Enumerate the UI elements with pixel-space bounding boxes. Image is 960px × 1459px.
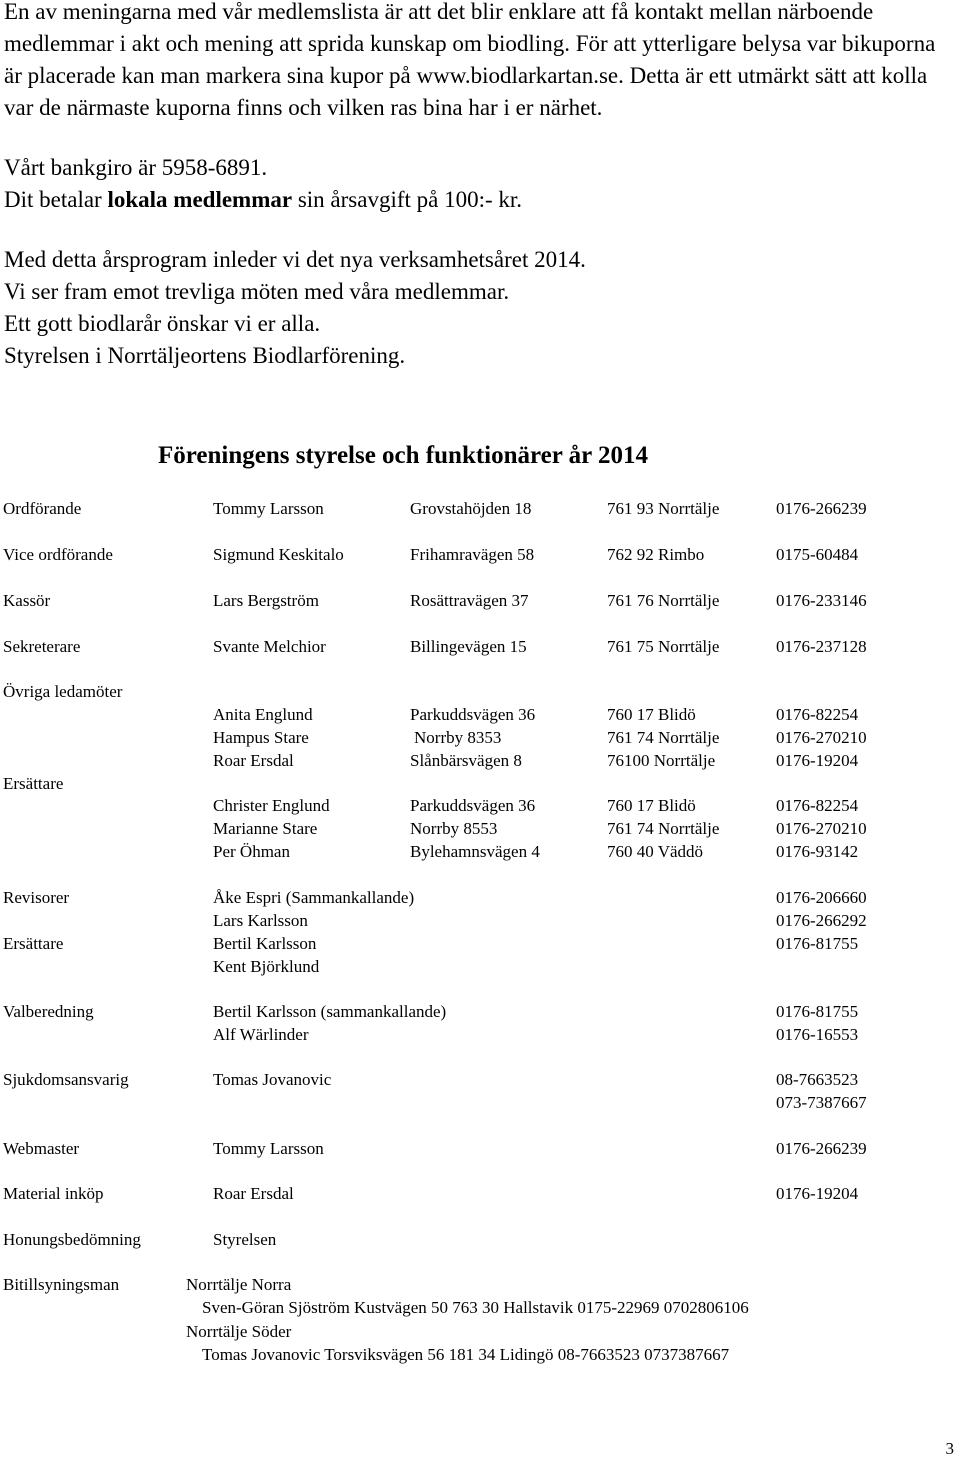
board-cell: 0176-16553 — [776, 1025, 859, 1044]
board-cell: 073-7387667 — [776, 1093, 867, 1112]
board-cell: 760 17 Blidö — [607, 796, 696, 815]
board-cell: 0176-266292 — [776, 911, 867, 930]
board-cell: Kassör — [3, 591, 51, 610]
closing-line-4: Styrelsen i Norrtäljeortens Biodlarförening. — [4, 343, 406, 368]
board-cell: Bertil Karlsson — [213, 934, 317, 953]
board-cell: Norrtälje Norra — [186, 1275, 292, 1294]
board-cell: 761 76 Norrtälje — [607, 591, 720, 610]
board-cell: Bylehamnsvägen 4 — [410, 842, 540, 861]
board-cell: Material inköp — [3, 1184, 104, 1203]
board-cell: 761 74 Norrtälje — [607, 728, 720, 747]
board-cell: Tomas Jovanovic — [213, 1070, 332, 1089]
board-cell: 761 74 Norrtälje — [607, 819, 720, 838]
board-cell: Övriga ledamöter — [3, 682, 123, 701]
board-cell: 762 92 Rimbo — [607, 545, 705, 564]
board-cell: Sven-Göran Sjöström Kustvägen 50 763 30 Hallstavik 0175-22969 0702806106 — [202, 1298, 749, 1317]
board-cell: 0176-19204 — [776, 751, 859, 770]
board-cell: Ordförande — [3, 499, 82, 518]
board-cell: Grovstahöjden 18 — [410, 499, 532, 518]
fee-line — [4, 184, 954, 216]
bankgiro-line: Vårt bankgiro är 5958-6891. — [4, 155, 268, 180]
board-cell: Ersättare — [3, 934, 64, 953]
page-number: 3 — [945, 1439, 954, 1458]
board-cell: 0176-19204 — [776, 1184, 859, 1203]
board-cell: 761 75 Norrtälje — [607, 637, 720, 656]
board-cell: Roar Ersdal — [213, 751, 294, 770]
board-cell: Marianne Stare — [213, 819, 318, 838]
board-cell: Tomas Jovanovic Torsviksvägen 56 181 34 Lidingö 08-7663523 0737387667 — [202, 1345, 730, 1364]
board-cell: 0175-60484 — [776, 545, 859, 564]
board-cell: 08-7663523 — [776, 1070, 859, 1089]
board-cell: Sekreterare — [3, 637, 81, 656]
board-cell: Kent Björklund — [213, 957, 320, 976]
board-cell: 0176-93142 — [776, 842, 859, 861]
board-cell: 0176-82254 — [776, 796, 859, 815]
board-cell: Webmaster — [3, 1139, 80, 1158]
board-cell: 761 93 Norrtälje — [607, 499, 720, 518]
board-cell: Honungsbedömning — [3, 1230, 141, 1249]
board-cell: 0176-206660 — [776, 888, 867, 907]
closing-line-1: Med detta årsprogram inleder vi det nya verksamhetsåret 2014. — [4, 247, 586, 272]
board-cell: 76100 Norrtälje — [607, 751, 716, 770]
board-cell: Norrby 8353 — [414, 728, 502, 747]
board-cell: 0176-81755 — [776, 934, 859, 953]
board-cell: 0176-270210 — [776, 728, 867, 747]
intro-text — [4, 0, 954, 372]
board-cell: Christer Englund — [213, 796, 330, 815]
board-cell: 0176-81755 — [776, 1002, 859, 1021]
fee-bold: lokala medlemmar — [107, 187, 293, 212]
board-cell: Norrby 8553 — [410, 819, 498, 838]
closing-line-2: Vi ser fram emot trevliga möten med våra medlemmar. — [4, 279, 510, 304]
board-title: Föreningens styrelse och funktionärer år 2014 — [158, 442, 649, 469]
board-cell: 760 17 Blidö — [607, 705, 696, 724]
board-cell: Alf Wärlinder — [213, 1025, 309, 1044]
board-cell: Tommy Larsson — [213, 1139, 324, 1158]
board-cell: Sjukdomsansvarig — [3, 1070, 129, 1089]
board-cell: Parkuddsvägen 36 — [410, 705, 536, 724]
board-cell: Slånbärsvägen 8 — [410, 751, 522, 770]
board-cell: Anita Englund — [213, 705, 313, 724]
board-cell: Lars Karlsson — [213, 911, 308, 930]
board-cell: 0176-270210 — [776, 819, 867, 838]
fee-before: Dit betalar — [4, 187, 108, 212]
board-cell: Per Öhman — [213, 842, 290, 861]
board-cell: Frihamravägen 58 — [410, 545, 535, 564]
board-cell: Parkuddsvägen 36 — [410, 796, 536, 815]
board-cell: 0176-233146 — [776, 591, 867, 610]
intro-paragraph: En av meningarna med vår medlemslista är att det blir enklare att få kontakt mellan närboende medlemmar i akt och mening att sprida kunskap om biodling. För att ytterligare belysa var bikuporna är placerade kan man markera sina kupor på www.biodlarkartan.se. Detta är ett utmärkt sätt att kolla var de närmaste kuporna finns och vilken ras bina har i er närhet. — [4, 0, 936, 120]
board-cell: Bitillsyningsman — [3, 1275, 120, 1294]
board-cell: Billingevägen 15 — [410, 637, 527, 656]
board-cell: Valberedning — [3, 1002, 94, 1021]
board-cell: Vice ordförande — [3, 545, 113, 564]
board-cell: 0176-237128 — [776, 637, 867, 656]
board-cell: Ersättare — [3, 774, 64, 793]
board-cell: 0176-82254 — [776, 705, 859, 724]
board-cell: Lars Bergström — [213, 591, 319, 610]
board-cell: 760 40 Väddö — [607, 842, 704, 861]
board-cell: Sigmund Keskitalo — [213, 545, 344, 564]
board-cell: Tommy Larsson — [213, 499, 324, 518]
board-cell: Roar Ersdal — [213, 1184, 294, 1203]
board-cell: Rosättravägen 37 — [410, 591, 529, 610]
fee-after: sin årsavgift på 100:- kr. — [292, 187, 523, 212]
board-cell: Norrtälje Söder — [186, 1322, 292, 1341]
board-cell: Svante Melchior — [213, 637, 326, 656]
board-cell: Hampus Stare — [213, 728, 309, 747]
board-cell: 0176-266239 — [776, 499, 867, 518]
board-cell: Bertil Karlsson (sammankallande) — [213, 1002, 447, 1021]
board-cell: 0176-266239 — [776, 1139, 867, 1158]
closing-line-3: Ett gott biodlarår önskar vi er alla. — [4, 311, 321, 336]
board-cell: Styrelsen — [213, 1230, 277, 1249]
board-cell: Åke Espri (Sammankallande) — [213, 888, 415, 907]
board-cell: Revisorer — [3, 888, 70, 907]
